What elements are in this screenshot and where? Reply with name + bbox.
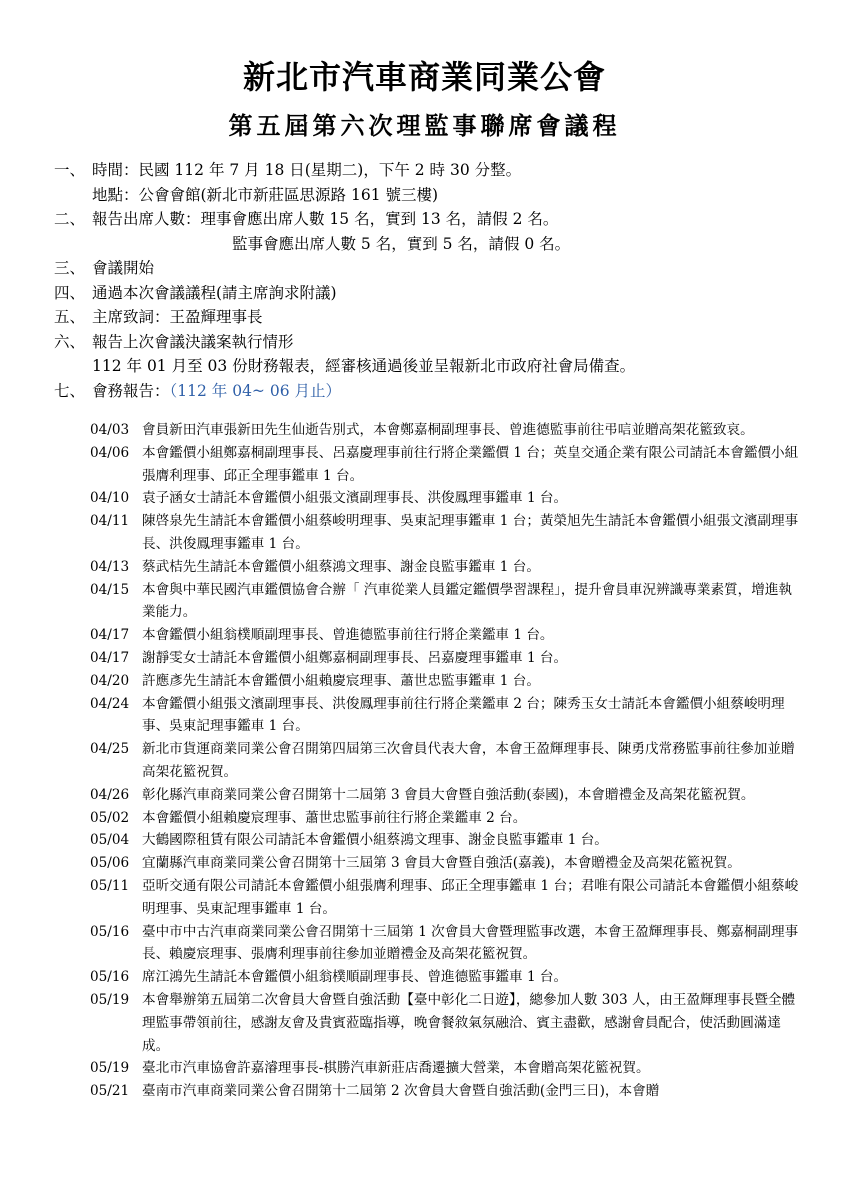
entry-text: 本會舉辦第五屆第二次會員大會暨自強活動【臺中彰化二日遊】，總參加人數 303 人，由王盈輝理事長暨全體理監事帶領前往，感謝友會及貴賓蒞臨指導，晚會餐敘氣氛融洽、賓主盡歡，感謝會員配合，使活動圓滿達成。 (142, 991, 796, 1054)
entry-date: 04/13 (90, 558, 130, 575)
report-entry (90, 738, 800, 784)
entry-date: 04/25 (90, 741, 130, 758)
report-entry (90, 419, 800, 442)
entry-text: 宜蘭縣汽車商業同業公會召開第十三屆第 3 會員大會暨自強活(嘉義)，本會贈禮金及高架花籃祝賀。 (142, 855, 741, 872)
entry-text: 會員新田汽車張新田先生仙逝告別式，本會鄭嘉桐副理事長、曾進德監事前往弔唁並贈高架花籃致哀。 (142, 422, 754, 438)
section-approve-agenda (54, 281, 814, 306)
entry-date: 04/06 (90, 444, 130, 461)
section-attendance-supervisors: 監事會應出席人數 5 名，實到 5 名，請假 0 名。 (232, 234, 571, 253)
report-entry (90, 442, 800, 488)
entry-text: 大鶴國際租賃有限公司請託本會鑑價小組蔡鴻文理事、謝金良監事鑑車 1 台。 (142, 832, 608, 849)
section-text (92, 379, 341, 404)
entry-date: 04/24 (90, 695, 130, 712)
section-affairs-report (54, 379, 814, 404)
entry-text: 本會鑑價小組賴慶宸理事、蕭世忠監事前往行將企業鑑車 2 台。 (142, 809, 527, 826)
report-entry (90, 1057, 800, 1080)
entry-date: 04/20 (90, 672, 130, 689)
report-entry (90, 966, 800, 989)
report-entry (90, 510, 800, 556)
entry-text: 本會鑑價小組鄭嘉桐副理事長、呂嘉慶理事前往行將企業鑑價 1 台；英皇交通企業有限公司請託本會鑑價小組張膺利理事、邱正全理事鑑車 1 台。 (142, 444, 799, 484)
entry-text: 臺南市汽車商業同業公會召開第十二屆第 2 次會員大會暨自強活動(金門三日)，本會贈 (142, 1083, 660, 1100)
entry-date: 05/19 (90, 991, 130, 1008)
affairs-report-list (90, 419, 800, 1103)
section-attendance (54, 207, 814, 232)
entry-date: 05/04 (90, 832, 130, 849)
entry-date: 05/11 (90, 877, 130, 894)
report-entry (90, 693, 800, 739)
entry-date: 04/10 (90, 490, 130, 507)
section-meeting-start (54, 256, 814, 281)
entry-date: 04/11 (90, 513, 130, 530)
entry-text: 袁子涵女士請託本會鑑價小組張文濱副理事長、洪俊鳳理事鑑車 1 台。 (142, 490, 568, 507)
report-entry (90, 624, 800, 647)
entry-text: 臺北市汽車協會許嘉濬理事長-棋勝汽車新莊店喬遷擴大營業，本會贈高架花籃祝賀。 (142, 1060, 650, 1077)
section-chair-speech (54, 305, 814, 330)
section-text: 會議開始 (92, 259, 155, 277)
report-entry (90, 556, 800, 579)
section-number: 六、 (54, 332, 86, 351)
section-previous-resolutions (54, 330, 814, 355)
report-entry (90, 579, 800, 625)
entry-date: 04/17 (90, 627, 130, 644)
section-number: 七、 (54, 381, 86, 400)
section-time (54, 158, 814, 183)
report-entry (90, 921, 800, 967)
entry-date: 05/21 (90, 1083, 130, 1100)
section-financial-report: 112 年 01 月至 03 份財務報表，經審核通過後並呈報新北市政府社會局備查。 (92, 357, 636, 375)
section-text: 報告出席人數：理事會應出席人數 15 名，實到 13 名，請假 2 名。 (92, 210, 559, 228)
report-entry (90, 852, 800, 875)
agenda-sections (54, 158, 814, 403)
section-number: 四、 (54, 283, 86, 302)
entry-text: 臺中市中古汽車商業同業公會召開第十三屆第 1 次會員大會暨理監事改選，本會王盈輝理事長、鄭嘉桐副理事長、賴慶宸理事、張膺利理事前往參加並贈禮金及高架花籃祝賀。 (142, 923, 799, 963)
entry-date: 04/15 (90, 581, 130, 598)
report-range: （112 年 04~ 06 月止） (169, 381, 341, 400)
report-entry (90, 784, 800, 807)
document-title: 新北市汽車商業同業公會 (242, 58, 606, 96)
entry-text: 陳啓泉先生請託本會鑑價小組蔡峻明理事、吳東記理事鑑車 1 台；黃榮旭先生請託本會鑑價小組張文濱副理事長、洪俊鳳理事鑑車 1 台。 (142, 513, 799, 552)
entry-date: 05/06 (90, 855, 130, 872)
entry-date: 05/02 (90, 809, 130, 826)
report-entry (90, 989, 800, 1057)
report-entry (90, 1080, 800, 1103)
section-number: 二、 (54, 210, 86, 228)
entry-text: 謝靜雯女士請託本會鑑價小組鄭嘉桐副理事長、呂嘉慶理事鑑車 1 台。 (142, 649, 568, 666)
document-subtitle: 第五屆第六次理監事聯席會議程 (228, 111, 621, 140)
section-title: 會務報告： (92, 381, 170, 400)
section-number: 一、 (54, 161, 86, 179)
report-entry (90, 829, 800, 852)
entry-text: 許應彥先生請託本會鑑價小組賴慶宸理事、蕭世忠監事鑑車 1 台。 (142, 672, 540, 689)
entry-text: 本會鑑價小組翁樸順副理事長、曾進德監事前往行將企業鑑車 1 台。 (142, 627, 554, 644)
report-entry (90, 670, 800, 693)
entry-text: 新北市貨運商業同業公會召開第四屆第三次會員代表大會，本會王盈輝理事長、陳勇戊常務監事前往參加並贈高架花籃祝賀。 (142, 741, 795, 780)
report-entry (90, 487, 800, 510)
report-entry (90, 647, 800, 670)
entry-text: 本會與中華民國汽車鑑價協會合辦「 汽車從業人員鑑定鑑價學習課程」，提升會員車況辨識專業素質，增進執業能力。 (142, 581, 793, 621)
entry-text: 蔡武桔先生請託本會鑑價小組蔡鴻文理事、謝金良監事鑑車 1 台。 (142, 558, 540, 575)
report-entry (90, 807, 800, 830)
entry-text: 本會鑑價小組張文濱副理事長、洪俊鳳理事前往行將企業鑑車 2 台；陳秀玉女士請託本會鑑價小組蔡峻明理事、吳東記理事鑑車 1 台。 (142, 695, 785, 735)
entry-date: 05/16 (90, 923, 130, 940)
entry-date: 05/19 (90, 1060, 130, 1077)
report-entry (90, 875, 800, 921)
section-number: 五、 (54, 308, 86, 326)
section-text: 主席致詞：王盈輝理事長 (92, 308, 263, 326)
entry-date: 04/26 (90, 786, 130, 803)
entry-date: 04/03 (90, 422, 130, 438)
section-number: 三、 (54, 259, 86, 277)
section-text: 通過本次會議議程(請主席詢求附議) (92, 283, 337, 302)
section-text: 時間：民國 112 年 7 月 18 日(星期二)，下午 2 時 30 分整。 (92, 161, 522, 179)
entry-text: 席江鴻先生請託本會鑑價小組翁樸順副理事長、曾進德監事鑑車 1 台。 (142, 969, 568, 986)
section-location: 地點：公會會館(新北市新莊區思源路 161 號三樓) (92, 185, 439, 204)
entry-text: 亞昕交通有限公司請託本會鑑價小組張膺利理事、邱正全理事鑑車 1 台；君唯有限公司請託本會鑑價小組蔡峻明理事、吳東記理事鑑車 1 台。 (142, 877, 799, 917)
entry-date: 05/16 (90, 969, 130, 986)
entry-text: 彰化縣汽車商業同業公會召開第十二屆第 3 會員大會暨自強活動(泰國)，本會贈禮金及高架花籃祝賀。 (142, 786, 755, 803)
entry-date: 04/17 (90, 649, 130, 666)
section-text: 報告上次會議決議案執行情形 (92, 332, 294, 351)
